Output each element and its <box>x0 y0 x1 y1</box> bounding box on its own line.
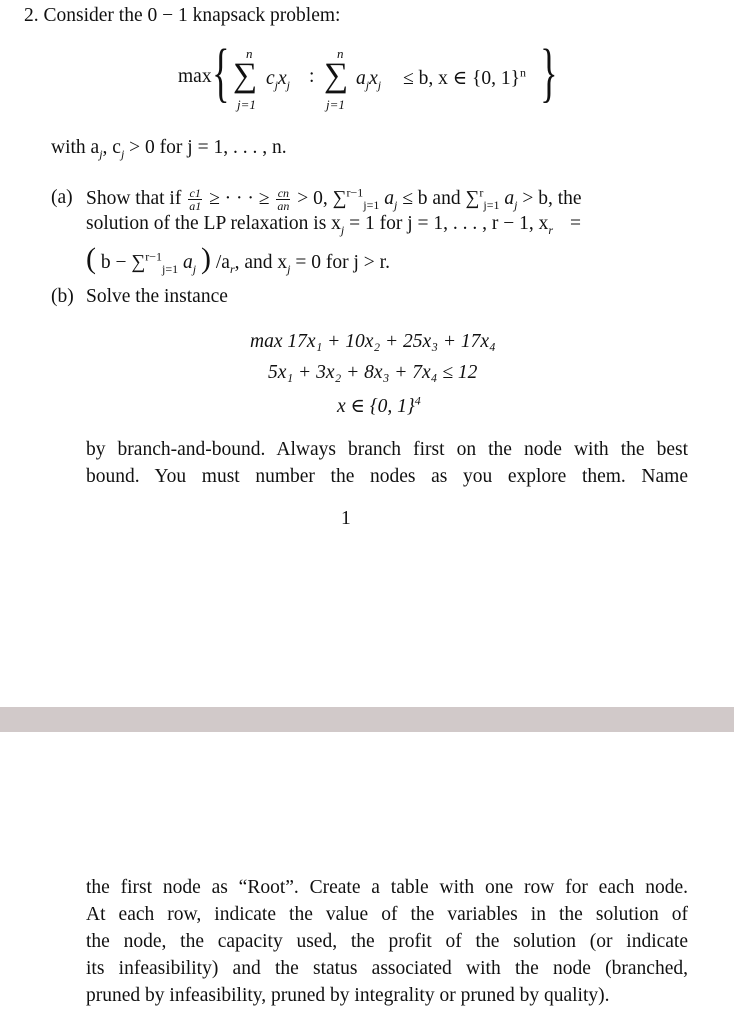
part-a-line-3: ( b − ∑$^{r-1}_{j=1}$ $a_j$ ) $/a_r$, and $x_j = 0$ for j > r. <box>86 242 390 276</box>
sum1-term: $c_jx_j$ <box>266 68 290 92</box>
paragraph-1-line-1: by branch-and-bound. Always branch first on the node with the best <box>86 439 688 460</box>
paragraph-2-line-5: pruned by infeasibility, pruned by integrality or pruned by quality). <box>86 985 610 1006</box>
sum2-symbol: ∑ <box>324 57 349 94</box>
paragraph-2-line-2: At each row, indicate the value of the variables in the solution of <box>86 904 688 925</box>
right-brace: } <box>540 36 558 109</box>
page-break-divider <box>0 707 734 732</box>
part-a-label: (a) <box>51 187 73 208</box>
sum2-lower: j=1 <box>326 97 345 112</box>
paragraph-2-line-4: its infeasibility) and the status associated with the node (branched, <box>86 958 688 979</box>
left-brace: { <box>212 36 230 109</box>
fraction-c1-a1: $\frac{c1}{a1}$ <box>189 186 202 213</box>
part-b-intro: Solve the instance <box>86 286 228 307</box>
paragraph-2-line-1: the first node as “Root”. Create a table with one row for each node. <box>86 877 688 898</box>
instance-domain: x ∈ {0, 1}$^4$ <box>337 393 421 417</box>
part-a-line-1: Show that if $\frac{c1}{a1}$ ≥ · · · ≥ $\frac{cn}{an}$ > 0, ∑$^{r-1}_{j=1}$ $a_j \le b$ and ∑$^r_{j=1}$ $a_j > b$, the <box>86 185 582 213</box>
sum1-upper: n <box>246 46 253 61</box>
problem-heading: 2. Consider the 0 − 1 knapsack problem: <box>24 5 341 26</box>
max-operator: max <box>178 66 212 87</box>
sum1-lower: j=1 <box>237 97 256 112</box>
with-line: with $a_j$, $c_j > 0$ for j = 1, . . . , n. <box>51 137 287 161</box>
sum2-term: $a_jx_j$ <box>356 68 382 92</box>
formula-constraint: ≤ b, x ∈ {0, 1}$^n$ <box>403 65 526 89</box>
page-number: 1 <box>341 508 351 529</box>
fraction-cn-an: $\frac{cn}{an}$ <box>277 186 290 213</box>
sum1-symbol: ∑ <box>233 57 258 94</box>
paragraph-2-line-3: the node, the capacity used, the profit of the solution (or indicate <box>86 931 688 952</box>
paragraph-1-line-2: bound. You must number the nodes as you explore them. Name <box>86 466 688 487</box>
part-a-line-2: solution of the LP relaxation is $x_j = 1$ for j = 1, . . . , r − 1, $x_r$ = <box>86 213 581 237</box>
such-that-colon: : <box>309 66 315 87</box>
part-b-label: (b) <box>51 286 74 307</box>
sum2-upper: n <box>337 46 344 61</box>
instance-objective: max 17x₁ + 10x₂ + 25x₃ + 17x₄ <box>250 331 496 352</box>
instance-constraint: 5x₁ + 3x₂ + 8x₃ + 7x₄ ≤ 12 <box>268 362 478 383</box>
